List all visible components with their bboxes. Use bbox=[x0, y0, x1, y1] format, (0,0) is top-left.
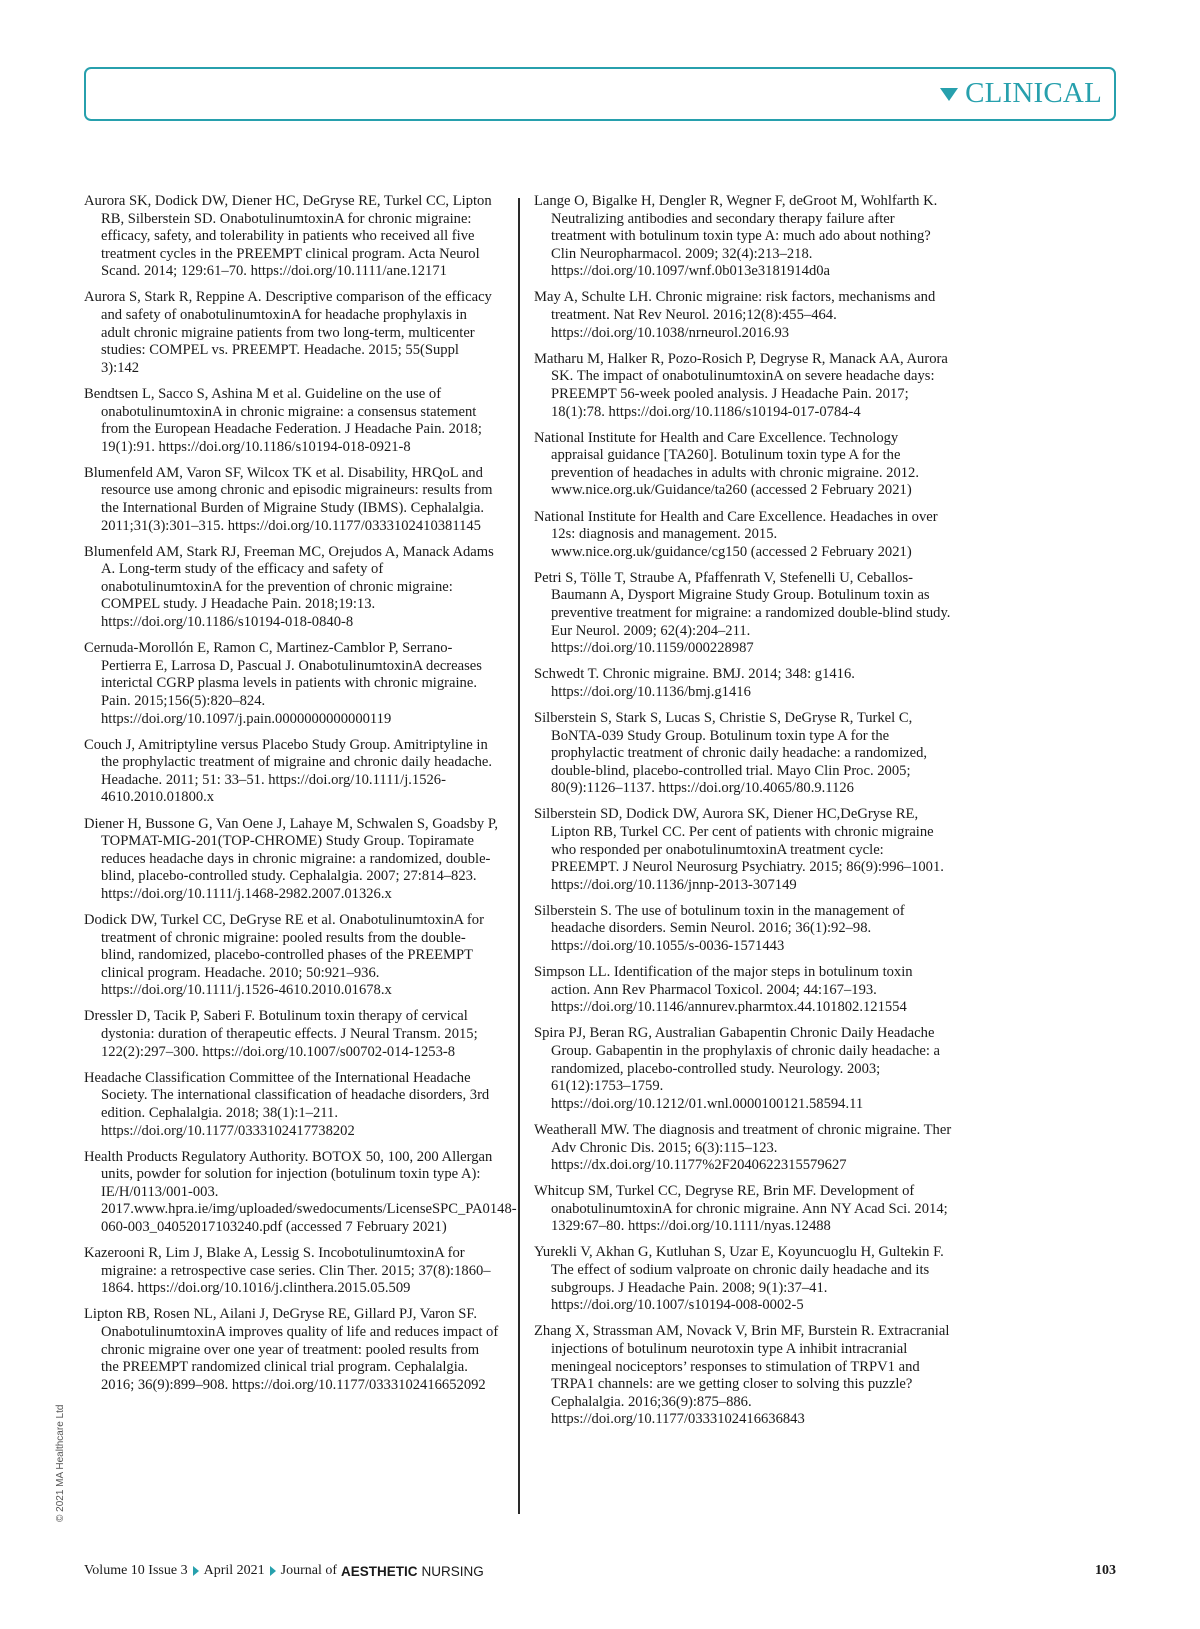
reference-item: Dressler D, Tacik P, Saberi F. Botulinum toxin therapy of cervical dystonia: duration of therapeutic effects. J Neural Transm. 2015; 122(2):297–300. https://doi.org/10.1007/s00702-014-1253-8 bbox=[84, 1008, 478, 1060]
references-right-column bbox=[534, 193, 952, 1437]
page-number: 103 bbox=[1095, 1563, 1116, 1578]
triangle-right-icon bbox=[270, 1566, 276, 1576]
reference-item: Kazerooni R, Lim J, Blake A, Lessig S. IncobotulinumtoxinA for migraine: a retrospective case series. Clin Ther. 2015; 37(8):1860–1864. https://doi.org/10.1016/j.clinthera.2015.05.509 bbox=[84, 1245, 491, 1297]
column-divider bbox=[518, 198, 520, 1514]
reference-item: Petri S, Tölle T, Straube A, Pfaffenrath V, Stefenelli U, Ceballos-Baumann A, Dysport Migraine Study Group. Botulinum toxin as preventive treatment for migraine: a randomized double-blind study. Eur Neurol. 2009; 62(4):204–211. https://doi.org/10.1159/000228987 bbox=[534, 569, 951, 657]
triangle-right-icon bbox=[193, 1566, 199, 1576]
reference-item: Zhang X, Strassman AM, Novack V, Brin MF, Burstein R. Extracranial injections of botulinum neurotoxin type A inhibit intracranial meningeal nociceptors’ responses to stimulation of TRPV1 and TRPA1 channels: are we getting closer to solving this puzzle? Cephalalgia. 2016;36(9):875–886. https://doi.org/10.1177/0333102416636843 bbox=[534, 1323, 950, 1428]
reference-item: Schwedt T. Chronic migraine. BMJ. 2014; 348: g1416. https://doi.org/10.1136/bmj.g1416 bbox=[534, 666, 855, 700]
reference-item: Matharu M, Halker R, Pozo-Rosich P, Degryse R, Manack AA, Aurora SK. The impact of onabotulinumtoxinA on severe headache days: PREEMPT 56-week pooled analysis. J Headache Pain. 2017; 18(1):78. https://doi.org/10.1186/s10194-017-0784-4 bbox=[534, 350, 948, 420]
references-left-column bbox=[84, 193, 517, 1403]
reference-item: Blumenfeld AM, Stark RJ, Freeman MC, Orejudos A, Manack Adams A. Long-term study of the efficacy and safety of onabotulinumtoxinA for the prevention of chronic migraine: COMPEL study. J Headache Pain. 2018;19:13. https://doi.org/10.1186/s10194-018-0840-8 bbox=[84, 543, 494, 631]
reference-item: Spira PJ, Beran RG, Australian Gabapentin Chronic Daily Headache Group. Gabapentin in the prophylaxis of chronic daily headache: a randomized, placebo-controlled study. Neurology. 2003; 61(12):1753–1759. https://doi.org/10.1212/01.wnl.0000100121.58594.11 bbox=[534, 1025, 941, 1112]
reference-item: Headache Classification Committee of the International Headache Society. The international classification of headache disorders, 3rd edition. Cephalalgia. 2018; 38(1):1–211. https://doi.org/10.1177/0333102417738202 bbox=[84, 1069, 490, 1139]
reference-item: National Institute for Health and Care Excellence. Headaches in over 12s: diagnosis and management. 2015. www.nice.org.uk/guidance/cg150 (accessed 2 February 2021) bbox=[534, 508, 938, 560]
reference-item: May A, Schulte LH. Chronic migraine: risk factors, mechanisms and treatment. Nat Rev Neurol. 2016;12(8):455–464. https://doi.org/10.1038/nrneurol.2016.93 bbox=[534, 289, 936, 341]
footer-citation bbox=[84, 1563, 484, 1579]
footer-journal-brand: AESTHETIC bbox=[341, 1563, 418, 1579]
reference-item: Lipton RB, Rosen NL, Ailani J, DeGryse RE, Gillard PJ, Varon SF. OnabotulinumtoxinA improves quality of life and reduces impact of chronic migraine over one year of treatment: pooled results from the PREEMPT randomized clinical trial program. Cephalalgia. 2016; 36(9):899–908. https://doi.org/10.1177/0333102416652092 bbox=[84, 1306, 499, 1393]
reference-item: Cernuda-Morollón E, Ramon C, Martinez-Camblor P, Serrano-Pertierra E, Larrosa D, Pascual J. OnabotulinumtoxinA decreases interictal CGRP plasma levels in patients with chronic migraine. Pain. 2015;156(5):820–824. https://doi.org/10.1097/j.pain.0000000000000119 bbox=[84, 640, 482, 727]
reference-item: Blumenfeld AM, Varon SF, Wilcox TK et al. Disability, HRQoL and resource use among chronic and episodic migraineurs: results from the International Burden of Migraine Study (IBMS). Cephalalgia. 2011;31(3):301–315. https://doi.org/10.1177/0333102410381145 bbox=[84, 464, 493, 534]
reference-item: Yurekli V, Akhan G, Kutluhan S, Uzar E, Koyuncuoglu H, Gultekin F. The effect of sodium valproate on chronic daily headache and its subgroups. J Headache Pain. 2008; 9(1):37–41. https://doi.org/10.1007/s10194-008-0002-5 bbox=[534, 1244, 944, 1314]
copyright-notice: © 2021 MA Healthcare Ltd bbox=[55, 1404, 66, 1522]
reference-item: Silberstein S. The use of botulinum toxin in the management of headache disorders. Semin Neurol. 2016; 36(1):92–98. https://doi.org/10.1055/s-0036-1571443 bbox=[534, 902, 905, 955]
reference-item: Weatherall MW. The diagnosis and treatment of chronic migraine. Ther Adv Chronic Dis. 2015; 6(3):115–123. https://dx.doi.org/10.1177%2F2040622315579627 bbox=[534, 1121, 952, 1174]
reference-item: Silberstein SD, Dodick DW, Aurora SK, Diener HC,DeGryse RE, Lipton RB, Turkel CC. Per cent of patients with chronic migraine who responded per onabotulinumtoxinA treatment cycle: PREEMPT. J Neurol Neurosurg Psychiatry. 2015; 86(9):996–1001. https://doi.org/10.1136/jnnp-2013-307149 bbox=[534, 806, 944, 893]
footer-journal-prefix: Journal of bbox=[280, 1563, 338, 1578]
reference-item: Aurora SK, Dodick DW, Diener HC, DeGryse RE, Turkel CC, Lipton RB, Silberstein SD. OnabotulinumtoxinA for chronic migraine: efficacy, safety, and tolerability in patients who received all five treatment cycles in the PREEMPT clinical program. Acta Neurol Scand. 2014; 129:61–70. https://doi.org/10.1111/ane.12171 bbox=[84, 193, 492, 280]
reference-item: Lange O, Bigalke H, Dengler R, Wegner F, deGroot M, Wohlfarth K. Neutralizing antibodies and secondary therapy failure after treatment with botulinum toxin type A: much ado about nothing? Clin Neuropharmacol. 2009; 32(4):213–218. https://doi.org/10.1097/wnf.0b013e3181914d0a bbox=[534, 193, 938, 280]
reference-item: National Institute for Health and Care Excellence. Technology appraisal guidance [TA260]. Botulinum toxin type A for the prevention of headaches in adults with chronic migraine. 2012. www.nice.org.uk/Guidance/ta260 (accessed 2 February 2021) bbox=[534, 429, 919, 499]
section-label bbox=[940, 77, 1102, 110]
reference-item: Health Products Regulatory Authority. BOTOX 50, 100, 200 Allergan units, powder for solution for injection (botulinum toxin type A): IE/H/0113/001-003. 2017.www.hpra.ie/img/uploaded/swedocuments/LicenseSPC_PA0148-060-003_04052017103240.pdf (accessed 7 February 2021) bbox=[84, 1148, 517, 1235]
reference-item: Bendtsen L, Sacco S, Ashina M et al. Guideline on the use of onabotulinumtoxinA in chronic migraine: a consensus statement from the European Headache Federation. J Headache Pain. 2018; 19(1):91. https://doi.org/10.1186/s10194-018-0921-8 bbox=[84, 385, 482, 455]
triangle-down-icon bbox=[940, 88, 958, 101]
footer-journal-suffix: NURSING bbox=[421, 1563, 484, 1579]
footer-date: April 2021 bbox=[203, 1563, 265, 1578]
reference-item: Diener H, Bussone G, Van Oene J, Lahaye M, Schwalen S, Goadsby P, TOPMAT-MIG-201(TOP-CHROME) Study Group. Topiramate reduces headache days in chronic migraine: a randomized, double-blind, placebo-controlled study. Cephalalgia. 2007; 27:814–823. https://doi.org/10.1111/j.1468-2982.2007.01326.x bbox=[84, 815, 498, 902]
reference-item: Aurora S, Stark R, Reppine A. Descriptive comparison of the efficacy and safety of onabotulinumtoxinA for headache prophylaxis in adult chronic migraine patients from two long-term, multicenter studies: COMPEL vs. PREEMPT. Headache. 2015; 55(Suppl 3):142 bbox=[84, 289, 492, 376]
section-label-text: CLINICAL bbox=[965, 77, 1102, 109]
reference-item: Silberstein S, Stark S, Lucas S, Christie S, DeGryse R, Turkel C, BoNTA-039 Study Group. Botulinum toxin type A for the prophylactic treatment of chronic daily headache: a randomized, double-blind, placebo-controlled trial. Mayo Clin Proc. 2005; 80(9):1126–1137. https://doi.org/10.4065/80.9.1126 bbox=[534, 709, 928, 797]
reference-item: Dodick DW, Turkel CC, DeGryse RE et al. OnabotulinumtoxinA for treatment of chronic migraine: pooled results from the double-blind, randomized, placebo-controlled phases of the PREEMPT clinical program. Headache. 2010; 50:921–936. https://doi.org/10.1111/j.1526-4610.2010.01678.x bbox=[84, 911, 484, 999]
section-header-box bbox=[84, 67, 1116, 121]
reference-item: Couch J, Amitriptyline versus Placebo Study Group. Amitriptyline in the prophylactic treatment of migraine and chronic daily headache. Headache. 2011; 51: 33–51. https://doi.org/10.1111/j.1526-4610.2010.01800.x bbox=[84, 736, 493, 806]
footer-volume: Volume 10 Issue 3 bbox=[84, 1563, 188, 1578]
reference-item: Whitcup SM, Turkel CC, Degryse RE, Brin MF. Development of onabotulinumtoxinA for chronic migraine. Ann NY Acad Sci. 2014; 1329:67–80. https://doi.org/10.1111/nyas.12488 bbox=[534, 1183, 948, 1235]
reference-item: Simpson LL. Identification of the major steps in botulinum toxin action. Ann Rev Pharmacol Toxicol. 2004; 44:167–193. https://doi.org/10.1146/annurev.pharmtox.44.101802.121554 bbox=[534, 964, 913, 1016]
